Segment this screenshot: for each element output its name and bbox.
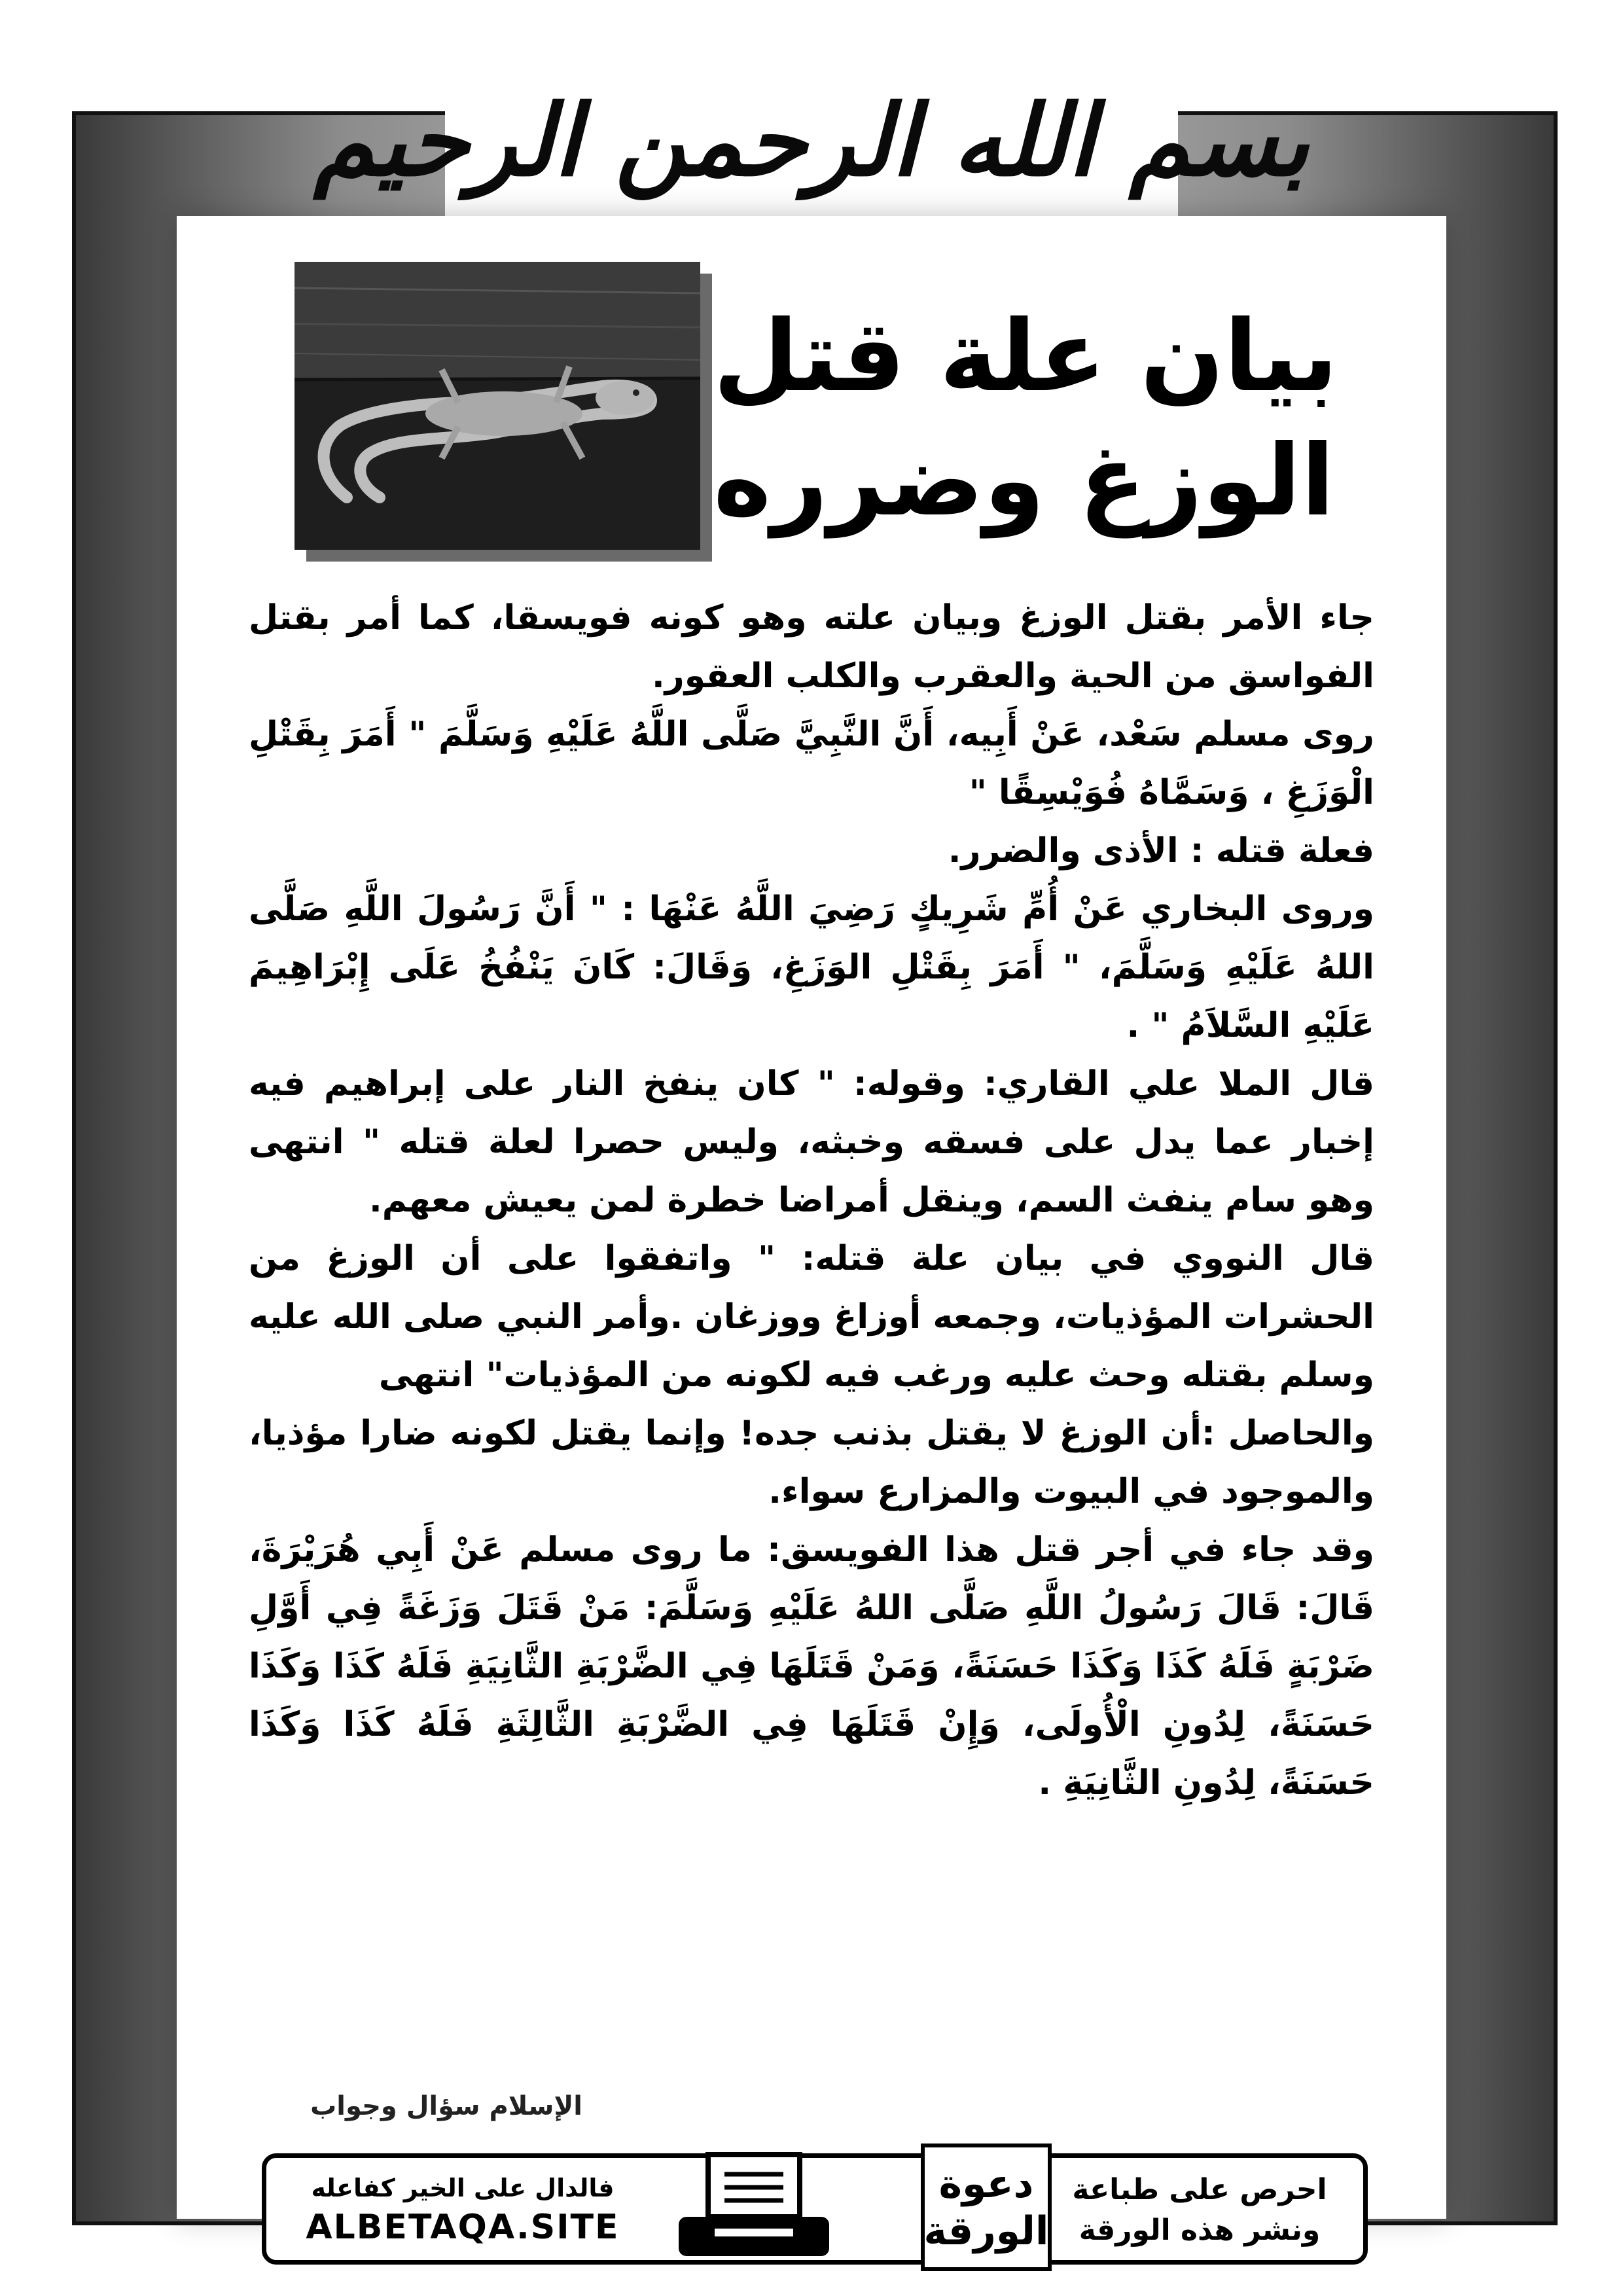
footer-call-to-action <box>1062 2170 1337 2251</box>
paragraph: والحاصل :أن الوزغ لا يقتل بذنب جده! وإنما يقتل لكونه ضارا مؤذيا، والموجود في البيوت والمزارع سواء. <box>249 1414 1374 1511</box>
title-line-1: بيان علة قتل <box>713 300 1338 414</box>
footer-line-2: ونشر هذه الورقة <box>1079 2214 1321 2247</box>
paragraph: فعلة قتله : الأذى والضرر. <box>948 831 1374 870</box>
logo-line-1: دعوة <box>938 2161 1034 2207</box>
paragraph: وروى البخاري عَنْ أُمِّ شَرِيكٍ رَضِيَ اللَّهُ عَنْهَا : " أَنَّ رَسُولَ اللَّهِ صَلَّى اللهُ عَلَيْهِ وَسَلَّمَ، " أَمَرَ بِقَتْلِ الوَزَغِ، وَقَالَ: كَانَ يَنْفُخُ عَلَى إِبْرَاهِيمَ عَلَيْهِ السَّلاَمُ " . <box>249 889 1374 1045</box>
footer-site-link[interactable]: ALBETAQA.SITE <box>306 2208 620 2247</box>
printer-icon <box>669 2151 839 2263</box>
footer-banner <box>262 2153 1368 2265</box>
footer-proverb: فالدال على الخير كفاعله <box>311 2174 615 2202</box>
gecko-icon <box>294 262 700 550</box>
basmala-calligraphy: بسم الله الرحمن الرحيم <box>313 83 1310 198</box>
footer-site-block <box>293 2170 633 2248</box>
paragraph: جاء الأمر بقتل الوزغ وبيان علته وهو كونه فويسقا، كما أمر بقتل الفواسق من الحية والعقرب والكلب العقور. <box>249 598 1374 696</box>
source-citation: الإسلام سؤال وجواب <box>310 2091 582 2121</box>
logo-line-2: الورقة <box>923 2208 1049 2254</box>
page-title <box>713 281 1342 556</box>
title-line-2: الوزغ وضرره <box>713 424 1335 538</box>
paragraph: قال الملا علي القاري: وقوله: " كان ينفخ النار على إبراهيم فيه إخبار عما يدل على فسقه وخبثه، وليس حصرا لعلة قتله " انتهى وهو سام ينفث السم، وينقل أمراضا خطرة لمن يعيش معهم. <box>249 1064 1374 1220</box>
dawa-logo <box>921 2144 1052 2271</box>
gecko-photo <box>294 262 700 550</box>
footer-line-1: احرص على طباعة <box>1072 2173 1327 2206</box>
paragraph: قال النووي في بيان علة قتله: " واتفقوا على أن الوزغ من الحشرات المؤذيات، وجمعه أوزاغ ووزغان .وأمر النبي صلى الله عليه وسلم بقتله وحث عليه ورغب فيه لكونه من المؤذيات" انتهى <box>249 1239 1374 1395</box>
paragraph: روى مسلم سَعْد، عَنْ أَبِيه، أَنَّ النَّبِيَّ صَلَّى اللَّهُ عَلَيْهِ وَسَلَّمَ " أَمَرَ بِقَتْلِ الْوَزَغِ ، وَسَمَّاهُ فُوَيْسِقًا " <box>249 715 1374 812</box>
paragraph: وقد جاء في أجر قتل هذا الفويسق: ما روى مسلم عَنْ أَبِي هُرَيْرَةَ، قَالَ: قَالَ رَسُولُ اللَّهِ صَلَّى اللهُ عَلَيْهِ وَسَلَّمَ: مَنْ قَتَلَ وَزَغَةً فِي أَوَّلِ ضَرْبَةٍ فَلَهُ كَذَا وَكَذَا حَسَنَةً، وَمَنْ قَتَلَهَا فِي الضَّرْبَةِ الثَّانِيَةِ فَلَهُ كَذَا وَكَذَا حَسَنَةً، لِدُونِ الْأُولَى، وَإِنْ قَتَلَهَا فِي الضَّرْبَةِ الثَّالِثَةِ فَلَهُ كَذَا وَكَذَا حَسَنَةً، لِدُونِ الثَّانِيَةِ . <box>249 1530 1374 1803</box>
article-body <box>249 589 1374 2088</box>
